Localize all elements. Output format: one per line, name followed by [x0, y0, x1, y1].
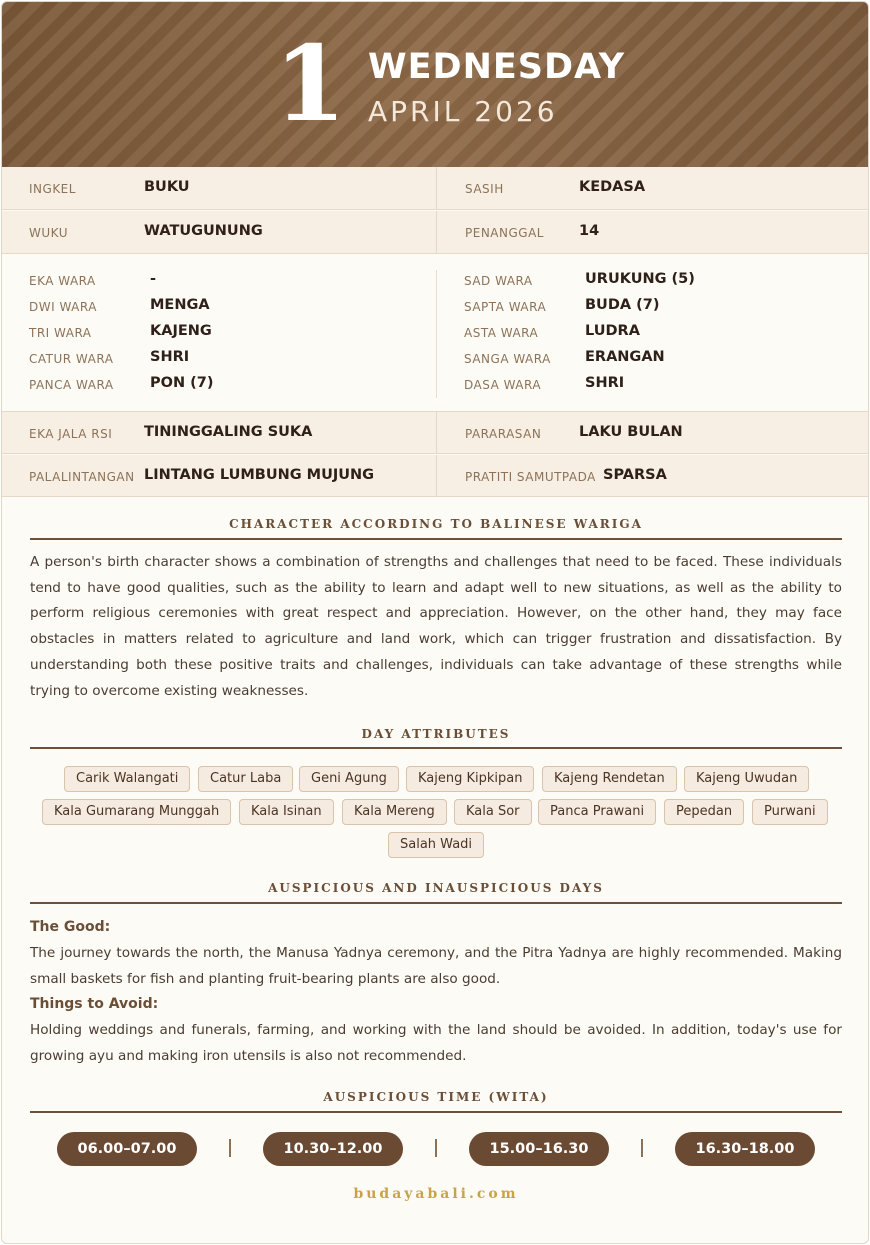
- palalintangan-cell: [2, 455, 436, 496]
- eka-jala-rsi-value: TININGGALING SUKA: [144, 424, 313, 440]
- character-text: A person's birth character shows a combination of strengths and challenges that need to be faced. These individuals tend to have good qualities, such as the ability to learn and adapt well to new situations, as well as the ability to perform religious ceremonies with great respect and appreciation. However, on the other hand, they may face obstacles in matters related to agriculture and land work, which can trigger frustration and dissatisfaction. By understanding both these positive traits and challenges, individuals can take advantage of these strengths while trying to overcome existing weaknesses.: [30, 554, 842, 699]
- dwi-wara-value: MENGA: [150, 297, 210, 313]
- catur-wara-value: SHRI: [150, 349, 190, 365]
- dasa-wara-value: SHRI: [585, 375, 625, 391]
- good-heading: The Good:: [30, 919, 111, 935]
- wara-divider: [436, 270, 437, 398]
- panca-wara-label: PANCA WARA: [29, 378, 114, 392]
- attribute-chip: Catur Laba: [198, 766, 293, 792]
- pararasan-value: LAKU BULAN: [579, 424, 683, 440]
- attribute-chip: Salah Wadi: [388, 832, 484, 858]
- pararasan-cell: [436, 412, 869, 453]
- time-slot-pill: 06.00–07.00: [57, 1132, 197, 1166]
- avoid-text: Holding weddings and funerals, farming, and working with the land should be avoided. In addition, today's use for growing ayu and making iron utensils is also not recommended.: [30, 1022, 842, 1064]
- sasih-label: SASIH: [465, 182, 504, 196]
- sanga-wara-value: ERANGAN: [585, 349, 665, 365]
- site-footer: budayabali.com: [353, 1186, 519, 1202]
- attribute-chip: Panca Prawani: [538, 799, 656, 825]
- attributes-rule: [30, 747, 842, 749]
- sasih-value: KEDASA: [579, 179, 646, 195]
- time-separator: [229, 1139, 231, 1157]
- ingkel-value: BUKU: [144, 179, 190, 195]
- penanggal-label: PENANGGAL: [465, 226, 544, 240]
- time-slot-pill: 15.00–16.30: [469, 1132, 609, 1166]
- attribute-chip: Kala Isinan: [239, 799, 334, 825]
- attributes-title: DAY ATTRIBUTES: [361, 727, 511, 741]
- good-text: The journey towards the north, the Manusa Yadnya ceremony, and the Pitra Yadnya are highly recommended. Making small baskets for fish and planting fruit-bearing plants are also good.: [30, 945, 842, 987]
- wuku-value: WATUGUNUNG: [144, 223, 263, 239]
- dasa-wara-label: DASA WARA: [464, 378, 542, 392]
- sad-wara-value: URUKUNG (5): [585, 271, 695, 287]
- attribute-chip: Kajeng Kipkipan: [406, 766, 534, 792]
- time-separator: [641, 1139, 643, 1157]
- weekday-name: WEDNESDAY: [368, 47, 626, 87]
- dwi-wara-label: DWI WARA: [29, 300, 97, 314]
- wuku-cell: [2, 211, 436, 253]
- wara-table: [2, 254, 869, 412]
- penanggal-value: 14: [579, 223, 600, 239]
- eka-wara-value: -: [150, 271, 157, 287]
- days-title: AUSPICIOUS AND INAUSPICIOUS DAYS: [268, 881, 604, 895]
- attribute-chip: Pepedan: [664, 799, 744, 825]
- catur-wara-label: CATUR WARA: [29, 352, 114, 366]
- tri-wara-label: TRI WARA: [29, 326, 92, 340]
- time-separator: [435, 1139, 437, 1157]
- ingkel-cell: [2, 167, 436, 209]
- pratiti-samutpada-value: SPARSA: [603, 467, 667, 483]
- penanggal-cell: [436, 211, 869, 253]
- palalintangan-label: PALALINTANGAN: [29, 470, 135, 484]
- attribute-chip: Geni Agung: [299, 766, 399, 792]
- attribute-chip: Kajeng Rendetan: [542, 766, 677, 792]
- avoid-heading: Things to Avoid:: [30, 996, 159, 1012]
- tri-wara-value: KAJENG: [150, 323, 212, 339]
- attribute-chip: Purwani: [752, 799, 828, 825]
- time-slot-pill: 16.30–18.00: [675, 1132, 815, 1166]
- sasih-cell: [436, 167, 869, 209]
- attribute-chip: Kajeng Uwudan: [684, 766, 809, 792]
- sapta-wara-label: SAPTA WARA: [464, 300, 547, 314]
- ingkel-label: INGKEL: [29, 182, 76, 196]
- character-title: CHARACTER ACCORDING TO BALINESE WARIGA: [229, 517, 643, 531]
- date-header: [2, 2, 869, 167]
- time-slot-pill: 10.30–12.00: [263, 1132, 403, 1166]
- pratiti-samutpada-label: PRATITI SAMUTPADA: [465, 470, 596, 484]
- info-row-palalintangan: [2, 455, 869, 497]
- sad-wara-label: SAD WARA: [464, 274, 533, 288]
- sapta-wara-value: BUDA (7): [585, 297, 660, 313]
- info-row-eka-jala-rsi: [2, 412, 869, 454]
- pararasan-label: PARARASAN: [465, 427, 542, 441]
- info-row-ingkel: [2, 167, 869, 210]
- month-year: APRIL 2026: [368, 95, 558, 128]
- days-rule: [30, 902, 842, 904]
- day-number: 1: [274, 22, 347, 145]
- asta-wara-value: LUDRA: [585, 323, 640, 339]
- wuku-label: WUKU: [29, 226, 68, 240]
- times-rule: [30, 1111, 842, 1113]
- character-rule: [30, 538, 842, 540]
- times-title: AUSPICIOUS TIME (WITA): [323, 1090, 549, 1104]
- attribute-chip: Kala Sor: [454, 799, 532, 825]
- palalintangan-value: LINTANG LUMBUNG MUJUNG: [144, 467, 375, 483]
- asta-wara-label: ASTA WARA: [464, 326, 539, 340]
- pratiti-samutpada-cell: [436, 455, 869, 496]
- eka-jala-rsi-label: EKA JALA RSI: [29, 427, 113, 441]
- attribute-chip: Carik Walangati: [64, 766, 190, 792]
- attribute-chip: Kala Mereng: [342, 799, 447, 825]
- panca-wara-value: PON (7): [150, 375, 214, 391]
- sanga-wara-label: SANGA WARA: [464, 352, 551, 366]
- calendar-card: [1, 1, 869, 1244]
- eka-wara-label: EKA WARA: [29, 274, 96, 288]
- info-row-wuku: [2, 211, 869, 254]
- attribute-chip: Kala Gumarang Munggah: [42, 799, 231, 825]
- eka-jala-rsi-cell: [2, 412, 436, 453]
